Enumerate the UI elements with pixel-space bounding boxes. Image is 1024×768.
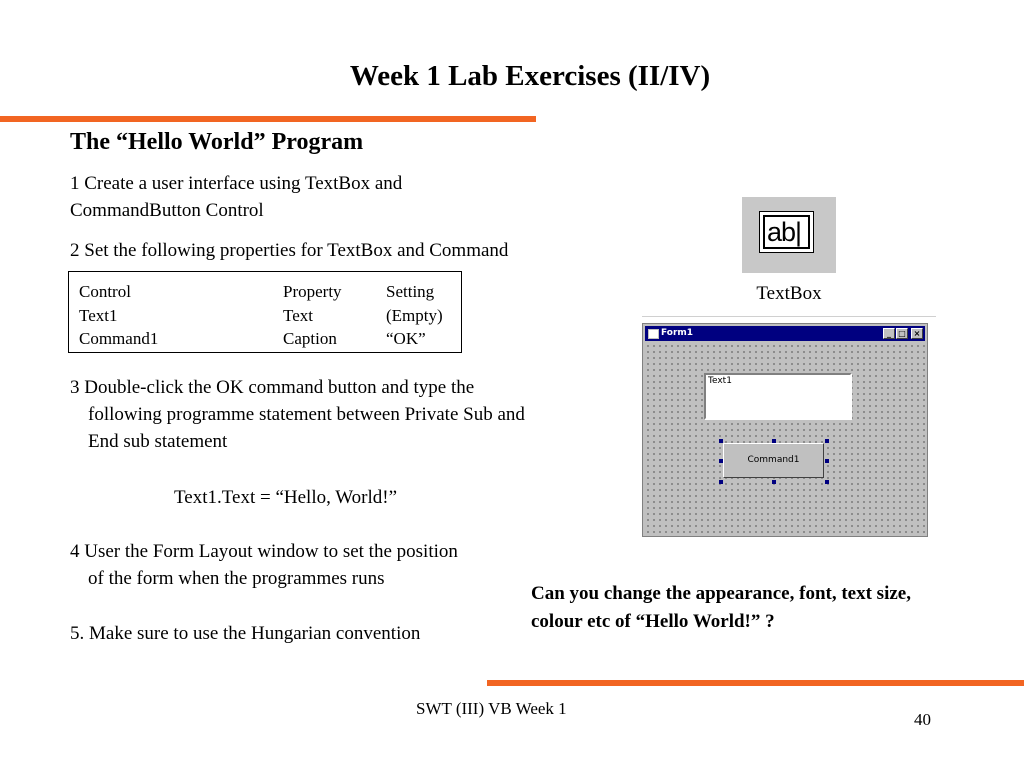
step-1 (70, 170, 402, 224)
table-header-cell: Property (283, 282, 342, 301)
selection-handle (719, 480, 723, 484)
properties-grid (79, 280, 443, 351)
slide-subtitle: The “Hello World” Program (70, 129, 364, 155)
selection-handle (825, 439, 829, 443)
accent-bar-bottom (487, 680, 1024, 686)
table-row (79, 327, 443, 351)
table-cell: Command1 (79, 329, 159, 348)
step-3-line-3: End sub statement (88, 431, 228, 452)
table-header-row (79, 280, 443, 304)
selection-handle (825, 459, 829, 463)
question-line-1: Can you change the appearance, font, text size, (531, 583, 911, 604)
question-text (531, 580, 911, 636)
step-1-line-1: 1 Create a user interface using TextBox and (70, 173, 403, 194)
table-header-cell: Control (79, 282, 131, 301)
textbox-icon-frame (759, 211, 814, 253)
textbox-icon-glyph: ab| (763, 215, 810, 249)
textbox-icon-caption: TextBox (756, 283, 822, 304)
close-icon: × (911, 328, 923, 339)
form-design-grid (645, 343, 925, 534)
accent-bar-top (0, 116, 536, 122)
table-row (79, 304, 443, 328)
page-number: 40 (914, 710, 931, 729)
form-preview-window (642, 323, 928, 537)
form-command-button: Command1 (723, 443, 824, 478)
step-3-line-2: following programme statement between Private Sub and (88, 404, 525, 425)
form-system-icon (648, 329, 659, 339)
step-3-line-1: 3 Double-click the OK command button and type the (70, 377, 475, 398)
code-statement: Text1.Text = “Hello, World!” (174, 487, 398, 508)
form-title: Form1 (661, 328, 694, 338)
table-header-cell: Setting (386, 282, 435, 301)
table-cell: (Empty) (386, 305, 443, 325)
maximize-icon: □ (896, 328, 908, 339)
selection-handle (719, 439, 723, 443)
table-cell: Caption (283, 329, 337, 348)
minimize-icon: _ (883, 328, 895, 339)
step-2: 2 Set the following properties for TextBox and Command (70, 240, 509, 261)
textbox-tool-icon (742, 197, 836, 273)
selection-handle (719, 459, 723, 463)
step-4 (70, 538, 458, 592)
step-5: 5. Make sure to use the Hungarian convention (70, 623, 421, 644)
table-cell: Text1 (79, 305, 118, 325)
step-3 (70, 374, 525, 455)
table-cell: Text (283, 305, 313, 325)
selection-handle (825, 480, 829, 484)
footer-text: SWT (III) VB Week 1 (416, 699, 567, 718)
step-4-line-1: 4 User the Form Layout window to set the position (70, 541, 458, 562)
table-cell: “OK” (386, 329, 426, 348)
slide-title: Week 1 Lab Exercises (II/IV) (349, 60, 711, 92)
form-textbox: Text1 (704, 373, 852, 420)
form-titlebar (645, 326, 925, 341)
step-1-line-2: CommandButton Control (70, 200, 264, 221)
properties-table (68, 271, 462, 353)
divider-line (642, 316, 936, 317)
step-4-line-2: of the form when the programmes runs (88, 568, 385, 589)
selection-handle (772, 439, 776, 443)
question-line-2: colour etc of “Hello World!” ? (531, 611, 775, 632)
selection-handle (772, 480, 776, 484)
